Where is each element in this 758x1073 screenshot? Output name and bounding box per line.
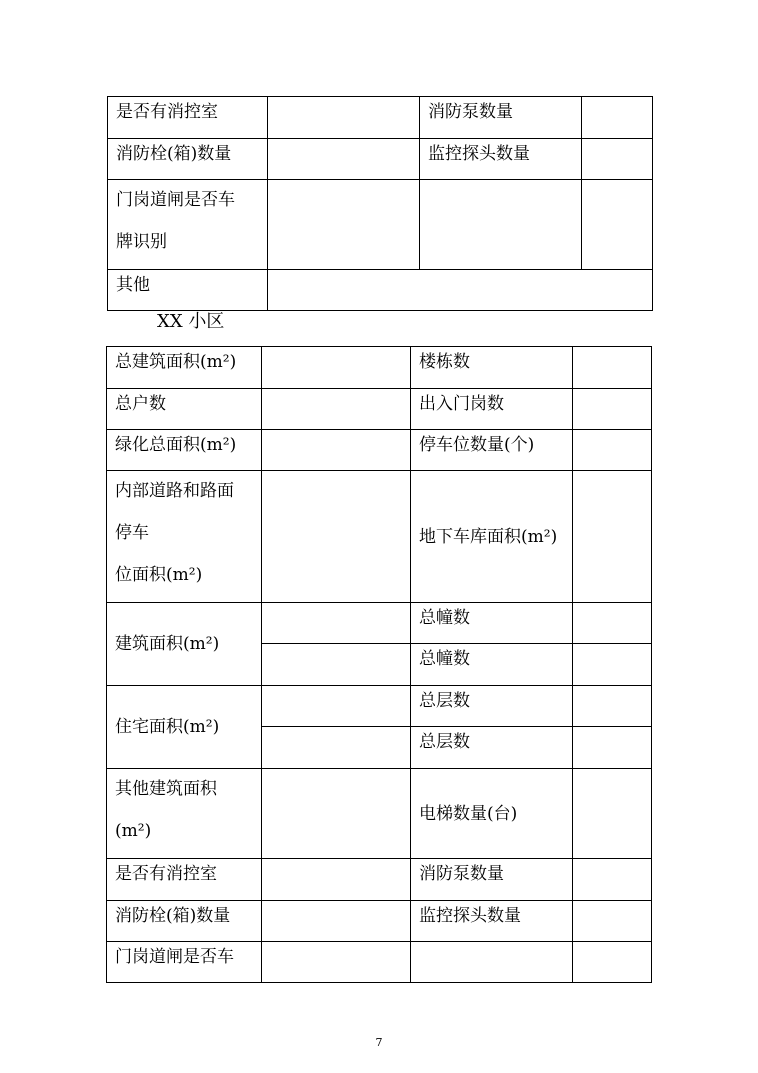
value-parking-count[interactable] (573, 430, 652, 471)
label-other-building-area (107, 769, 262, 859)
label-fire-control-room: 是否有消控室 (107, 859, 262, 901)
label-total-buildings-1: 总幢数 (411, 603, 573, 644)
label-total-floors-1: 总层数 (411, 686, 573, 727)
value-total-building-area[interactable] (262, 347, 411, 389)
label-green-area: 绿化总面积(m²) (107, 430, 262, 471)
value-residential-area-1[interactable] (262, 686, 411, 727)
label-elevator-count: 电梯数量(台) (411, 769, 573, 859)
label-line: 停车 (115, 523, 149, 543)
label-line: 门岗道闸是否车 (116, 190, 235, 210)
value-residential-area-2[interactable] (262, 727, 411, 769)
label-entrance-count: 出入门岗数 (411, 389, 573, 430)
value-gate-plate-recognition[interactable] (262, 942, 411, 983)
label-hydrant-count: 消防栓(箱)数量 (108, 139, 268, 180)
label-hydrant-count: 消防栓(箱)数量 (107, 901, 262, 942)
value-entrance-count[interactable] (573, 389, 652, 430)
value-total-floors-2[interactable] (573, 727, 652, 769)
value-total-buildings-1[interactable] (573, 603, 652, 644)
value-other[interactable] (268, 270, 653, 311)
value-household-count[interactable] (262, 389, 411, 430)
value-hydrant-count[interactable] (268, 139, 420, 180)
section-title: XX 小区 (157, 311, 225, 332)
label-total-building-area: 总建筑面积(m²) (107, 347, 262, 389)
community-info-table (106, 346, 652, 983)
label-residential-area: 住宅面积(m²) (107, 686, 262, 769)
label-fire-control-room: 是否有消控室 (108, 97, 268, 139)
value-gate-plate-recognition[interactable] (268, 180, 420, 270)
value-building-area-2[interactable] (262, 644, 411, 686)
label-building-count: 楼栋数 (411, 347, 573, 389)
label-line: 其他建筑面积 (115, 779, 217, 799)
label-gate-plate-recognition (108, 180, 268, 270)
label-building-area: 建筑面积(m²) (107, 603, 262, 686)
value-total-floors-1[interactable] (573, 686, 652, 727)
value-fire-control-room[interactable] (268, 97, 420, 139)
value-road-parking-area[interactable] (262, 471, 411, 603)
value-hydrant-count[interactable] (262, 901, 411, 942)
label-fire-pump-count: 消防泵数量 (411, 859, 573, 901)
empty-cell[interactable] (582, 180, 653, 270)
label-gate-plate-recognition: 门岗道闸是否车 (107, 942, 262, 983)
empty-cell[interactable] (420, 180, 582, 270)
value-camera-count[interactable] (573, 901, 652, 942)
label-total-floors-2: 总层数 (411, 727, 573, 769)
label-road-parking-area (107, 471, 262, 603)
value-camera-count[interactable] (582, 139, 653, 180)
label-parking-count: 停车位数量(个) (411, 430, 573, 471)
label-household-count: 总户数 (107, 389, 262, 430)
label-total-buildings-2: 总幢数 (411, 644, 573, 686)
label-other: 其他 (108, 270, 268, 311)
value-elevator-count[interactable] (573, 769, 652, 859)
value-fire-control-room[interactable] (262, 859, 411, 901)
value-underground-garage-area[interactable] (573, 471, 652, 603)
value-total-buildings-2[interactable] (573, 644, 652, 686)
building-info-table-top (107, 96, 653, 311)
label-fire-pump-count: 消防泵数量 (420, 97, 582, 139)
label-camera-count: 监控探头数量 (411, 901, 573, 942)
value-green-area[interactable] (262, 430, 411, 471)
label-underground-garage-area: 地下车库面积(m²) (411, 471, 573, 603)
empty-cell[interactable] (573, 942, 652, 983)
value-fire-pump-count[interactable] (582, 97, 653, 139)
label-line: 内部道路和路面 (115, 481, 234, 501)
value-building-count[interactable] (573, 347, 652, 389)
label-line: (m²) (115, 821, 152, 841)
value-other-building-area[interactable] (262, 769, 411, 859)
label-camera-count: 监控探头数量 (420, 139, 582, 180)
value-building-area-1[interactable] (262, 603, 411, 644)
value-fire-pump-count[interactable] (573, 859, 652, 901)
label-line: 牌识别 (116, 232, 167, 252)
label-line: 位面积(m²) (115, 565, 203, 585)
empty-cell[interactable] (411, 942, 573, 983)
page-number: 7 (375, 1036, 383, 1049)
